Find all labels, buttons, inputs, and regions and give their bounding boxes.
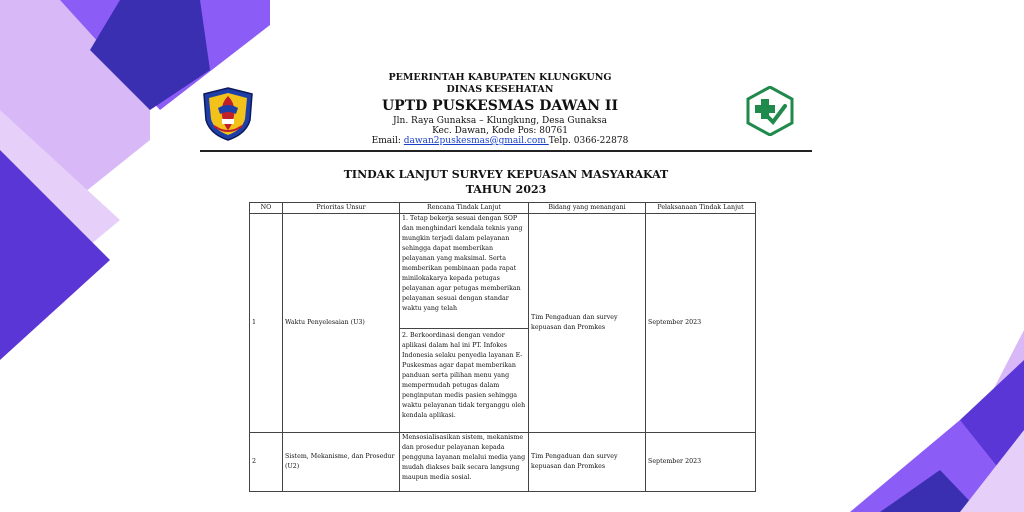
cell-bidang: Tim Pengaduan dan survey kepuasan dan Promkes xyxy=(529,433,646,492)
cell-pelaksanaan: September 2023 xyxy=(646,433,756,492)
cell-bidang: Tim Pengaduan dan survey kepuasan dan Promkes xyxy=(529,214,646,433)
table-row xyxy=(250,214,756,433)
rencana-item-divider xyxy=(400,328,528,329)
phone-text: Telp. 0366-22878 xyxy=(548,136,629,146)
rencana-text: Mensosialisasikan sistem, mekanisme dan prosedur pelayanan kepada pengguna layanan melalui media yang mudah diakses baik secara langsung maupun media sosial. xyxy=(402,434,526,481)
follow-up-table xyxy=(249,202,756,492)
letterhead-unit: UPTD PUSKESMAS DAWAN II xyxy=(381,98,619,114)
deco-shape-br-light2 xyxy=(960,430,1024,512)
cell-no: 2 xyxy=(250,433,283,492)
rencana-item-2: 2. Berkoordinasi dengan vendor aplikasi dalam hal ini PT. Infokes Indonesia selaku penyedia layanan E-Puskesmas agar dapat memberikan panduan serta pilihan menu yang mempermudah petugas dalam penginputan medis pasien sehingga waktu pelayanan tidak terganggu oleh kendala aplikasi. xyxy=(402,332,526,419)
cell-no: 1 xyxy=(250,214,283,433)
cell-prioritas: Sistem, Mekanisme, dan Prosedur (U2) xyxy=(283,433,400,492)
col-header-rencana: Rencana Tindak Lanjut xyxy=(400,203,529,214)
document-year: TAHUN 2023 xyxy=(465,183,547,196)
letterhead xyxy=(200,72,812,152)
deco-shape-br-light xyxy=(930,330,1024,512)
cell-rencana xyxy=(400,214,529,433)
cell-pelaksanaan: September 2023 xyxy=(646,214,756,433)
col-header-no: NO xyxy=(250,203,283,214)
letterhead-contact xyxy=(350,136,650,147)
puskesmas-logo-icon xyxy=(745,86,795,136)
klungkung-crest-icon xyxy=(200,86,256,142)
table-row xyxy=(250,433,756,492)
deco-shape-tl-light2 xyxy=(0,110,120,320)
col-header-pelaksanaan: Pelaksanaan Tindak Lanjut xyxy=(646,203,756,214)
deco-shape-tl-navy xyxy=(90,0,210,110)
deco-shape-tl-dark xyxy=(0,150,110,360)
document-title: TINDAK LANJUT SURVEY KEPUASAN MASYARAKAT xyxy=(343,168,669,181)
cell-rencana xyxy=(400,433,529,492)
rencana-item-1: 1. Tetap bekerja sesuai dengan SOP dan menghindari kendala teknis yang mungkin terjadi dalam pelayanan sehingga dapat memberikan pelayanan yang maksimal. Serta memberikan pembinaan pada rapat minilokakarya kepada petugas pelayanan agar petugas memberikan pelayanan sesuai dengan standar waktu yang telah xyxy=(402,215,523,312)
email-link[interactable]: dawan2puskesmas@gmail.com xyxy=(403,136,549,146)
col-header-prioritas: Prioritas Unsur xyxy=(283,203,400,214)
letterhead-divider xyxy=(200,150,812,152)
deco-shape-tl-light xyxy=(0,0,150,260)
deco-shape-br-dark xyxy=(960,360,1024,512)
deco-shape-br-purple xyxy=(850,420,1000,512)
cell-prioritas: Waktu Penyelesaian (U3) xyxy=(283,214,400,433)
document-page xyxy=(200,0,812,512)
letterhead-district: Kec. Dawan, Kode Pos: 80761 xyxy=(432,126,568,136)
letterhead-address: Jln. Raya Gunaksa – Klungkung, Desa Gunaksa xyxy=(393,116,607,126)
col-header-bidang: Bidang yang menangani xyxy=(529,203,646,214)
email-label: Email: xyxy=(371,136,404,146)
deco-shape-br-navy xyxy=(880,470,980,512)
letterhead-government: PEMERINTAH KABUPATEN KLUNGKUNG xyxy=(388,72,612,83)
table-header-row xyxy=(250,203,756,214)
letterhead-department: DINAS KESEHATAN xyxy=(446,84,554,95)
